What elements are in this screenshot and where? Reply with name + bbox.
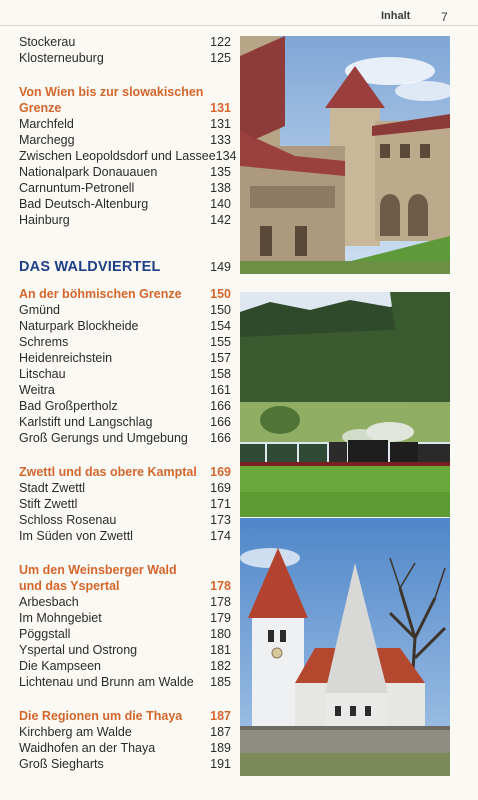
toc-entry[interactable]: [19, 148, 237, 164]
toc-entry[interactable]: [19, 164, 231, 180]
toc-entry-page: 181: [210, 643, 231, 657]
toc-entry-label: Schrems: [19, 335, 69, 349]
toc-entry-page: 154: [210, 319, 231, 333]
steam-train-photo: [240, 292, 450, 517]
toc-entry-page: 133: [210, 133, 231, 147]
section-heading-page: 131: [210, 101, 231, 115]
table-of-contents: [19, 34, 237, 772]
toc-entry-label: Nationalpark Donauauen: [19, 165, 158, 179]
section-heading-row[interactable]: [19, 100, 231, 116]
toc-entry-label: Groß Gerungs und Umgebung: [19, 431, 188, 445]
toc-entry-label: Bad Großpertholz: [19, 399, 118, 413]
toc-entry[interactable]: [19, 610, 231, 626]
toc-entry-page: 125: [210, 51, 231, 65]
toc-entry-page: 140: [210, 197, 231, 211]
toc-entry-page: 187: [210, 725, 231, 739]
section-heading-row[interactable]: [19, 578, 231, 594]
toc-entry-page: 158: [210, 367, 231, 381]
toc-entry[interactable]: [19, 658, 231, 674]
section-heading-row[interactable]: [19, 464, 231, 480]
toc-entry-label: Kirchberg am Walde: [19, 725, 132, 739]
toc-entry-label: Marchegg: [19, 133, 75, 147]
toc-entry[interactable]: [19, 34, 231, 50]
toc-entry[interactable]: [19, 756, 231, 772]
toc-entry[interactable]: [19, 414, 231, 430]
toc-entry-label: Im Süden von Zwettl: [19, 529, 133, 543]
toc-entry[interactable]: [19, 334, 231, 350]
toc-entry-page: 131: [210, 117, 231, 131]
toc-entry-page: 166: [210, 431, 231, 445]
toc-entry[interactable]: [19, 528, 231, 544]
toc-entry-page: 191: [210, 757, 231, 771]
toc-entry[interactable]: [19, 724, 231, 740]
toc-entry[interactable]: [19, 430, 231, 446]
toc-entry[interactable]: [19, 50, 231, 66]
toc-entry[interactable]: [19, 180, 231, 196]
toc-entry-page: 174: [210, 529, 231, 543]
toc-entry-page: 178: [210, 595, 231, 609]
toc-entry[interactable]: [19, 382, 231, 398]
section-heading-label: und das Yspertal: [19, 579, 120, 593]
toc-entry-label: Stift Zwettl: [19, 497, 78, 511]
church-photo: [240, 518, 450, 776]
toc-entry-page: 161: [210, 383, 231, 397]
toc-entry[interactable]: [19, 642, 231, 658]
toc-entry[interactable]: [19, 594, 231, 610]
toc-entry-label: Schloss Rosenau: [19, 513, 117, 527]
toc-entry-page: 150: [210, 303, 231, 317]
toc-entry-page: 169: [210, 481, 231, 495]
toc-entry[interactable]: [19, 350, 231, 366]
section-heading-row[interactable]: [19, 286, 231, 302]
toc-entry-label: Stadt Zwettl: [19, 481, 85, 495]
toc-entry-label: Karlstift und Langschlag: [19, 415, 153, 429]
toc-entry-label: Lichtenau und Brunn am Walde: [19, 675, 194, 689]
running-header-title: Inhalt: [381, 10, 411, 22]
toc-entry-label: Gmünd: [19, 303, 60, 317]
toc-entry[interactable]: [19, 318, 231, 334]
toc-entry[interactable]: [19, 674, 231, 690]
section-heading-label: Zwettl und das obere Kamptal: [19, 465, 197, 479]
toc-entry[interactable]: [19, 212, 231, 228]
section-heading-label: Grenze: [19, 101, 62, 115]
toc-entry-page: 185: [210, 675, 231, 689]
toc-entry-page: 157: [210, 351, 231, 365]
toc-entry-label: Stockerau: [19, 35, 76, 49]
section-heading-label: Die Regionen um die Thaya: [19, 709, 183, 723]
toc-entry-page: 135: [210, 165, 231, 179]
section-heading-label: An der böhmischen Grenze: [19, 287, 182, 301]
castle-photo: [240, 36, 450, 274]
section-heading[interactable]: Von Wien bis zur slowakischen: [19, 85, 204, 99]
toc-entry-label: Groß Siegharts: [19, 757, 104, 771]
toc-entry-page: 171: [210, 497, 231, 511]
page-number: 7: [441, 10, 448, 24]
toc-entry-page: 182: [210, 659, 231, 673]
toc-entry[interactable]: [19, 116, 231, 132]
toc-entry-label: Arbesbach: [19, 595, 79, 609]
toc-entry-label: Heidenreichstein: [19, 351, 113, 365]
toc-entry-label: Naturpark Blockheide: [19, 319, 139, 333]
toc-entry-page: 166: [210, 415, 231, 429]
toc-entry[interactable]: [19, 196, 231, 212]
toc-entry-label: Waidhofen an der Thaya: [19, 741, 156, 755]
section-heading-row[interactable]: [19, 708, 231, 724]
toc-entry-page: 122: [210, 35, 231, 49]
section-heading-page: 178: [210, 579, 231, 593]
chapter-heading[interactable]: [19, 256, 231, 278]
toc-entry[interactable]: [19, 398, 231, 414]
toc-entry-label: Litschau: [19, 367, 66, 381]
toc-entry[interactable]: [19, 366, 231, 382]
toc-entry[interactable]: [19, 496, 231, 512]
toc-entry[interactable]: [19, 626, 231, 642]
toc-entry-label: Klosterneuburg: [19, 51, 104, 65]
toc-entry-page: 134: [215, 149, 237, 163]
toc-entry-label: Bad Deutsch-Altenburg: [19, 197, 149, 211]
toc-entry-label: Marchfeld: [19, 117, 74, 131]
toc-entry-label: Die Kampseen: [19, 659, 101, 673]
section-heading[interactable]: Um den Weinsberger Wald: [19, 563, 177, 577]
toc-entry[interactable]: [19, 740, 231, 756]
header-rule: [0, 25, 478, 26]
toc-entry-page: 189: [210, 741, 231, 755]
toc-entry[interactable]: [19, 480, 231, 496]
toc-entry-page: 155: [210, 335, 231, 349]
toc-entry-page: 142: [210, 213, 231, 227]
page-header: [0, 0, 478, 26]
toc-entry-label: Hainburg: [19, 213, 70, 227]
toc-entry-page: 179: [210, 611, 231, 625]
toc-entry-page: 173: [210, 513, 231, 527]
toc-entry[interactable]: [19, 512, 231, 528]
toc-entry-label: Im Mohngebiet: [19, 611, 102, 625]
section-heading-page: 187: [210, 709, 231, 723]
toc-entry-label: Zwischen Leopoldsdorf und Lassee: [19, 149, 216, 163]
toc-entry[interactable]: [19, 132, 231, 148]
section-heading-page: 169: [210, 465, 231, 479]
toc-entry-label: Weitra: [19, 383, 55, 397]
toc-entry-label: Yspertal und Ostrong: [19, 643, 138, 657]
section-heading-page: 150: [210, 287, 231, 301]
toc-entry-page: 138: [210, 181, 231, 195]
chapter-title: DAS WALDVIERTEL: [19, 259, 161, 275]
toc-entry-label: Pöggstall: [19, 627, 71, 641]
toc-entry-page: 180: [210, 627, 231, 641]
toc-entry-label: Carnuntum-Petronell: [19, 181, 135, 195]
chapter-page: 149: [210, 260, 231, 274]
toc-entry[interactable]: [19, 302, 231, 318]
toc-entry-page: 166: [210, 399, 231, 413]
